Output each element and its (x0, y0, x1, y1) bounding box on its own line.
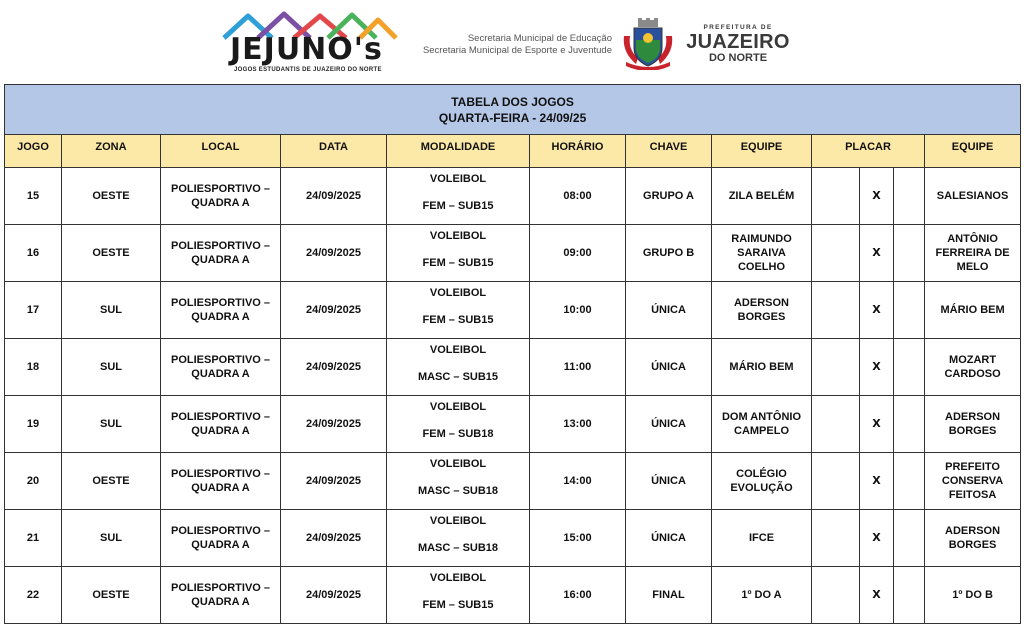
page-header (0, 0, 1024, 84)
cell-jogo: 20 (5, 453, 62, 510)
cell-equipe-1: RAIMUNDO SARAIVA COELHO (712, 225, 812, 282)
cell-data: 24/09/2025 (281, 225, 387, 282)
col-placar: PLACAR (812, 135, 925, 168)
cell-jogo: 22 (5, 567, 62, 624)
cell-local: POLIESPORTIVO – QUADRA A (161, 168, 281, 225)
cell-score-away (894, 567, 925, 624)
games-table-wrapper (4, 84, 1020, 624)
cell-modalidade (387, 339, 530, 396)
modalidade-category: FEM – SUB15 (422, 257, 494, 269)
cell-equipe-2: MOZART CARDOSO (925, 339, 1021, 396)
games-table (4, 84, 1021, 624)
cell-equipe-1: ZILA BELÉM (712, 168, 812, 225)
cell-horario: 14:00 (530, 453, 626, 510)
cell-data: 24/09/2025 (281, 510, 387, 567)
cell-horario: 09:00 (530, 225, 626, 282)
cell-equipe-1: COLÉGIO EVOLUÇÃO (712, 453, 812, 510)
cell-horario: 10:00 (530, 282, 626, 339)
cell-equipe-2: ANTÔNIO FERREIRA DE MELO (925, 225, 1021, 282)
cell-zona: OESTE (62, 168, 161, 225)
table-row (5, 282, 1021, 339)
table-header-row (5, 135, 1021, 168)
col-data: DATA (281, 135, 387, 168)
modalidade-category: MASC – SUB15 (417, 371, 499, 383)
cell-score-away (894, 396, 925, 453)
col-local: LOCAL (161, 135, 281, 168)
cell-zona: SUL (62, 282, 161, 339)
col-chave: CHAVE (626, 135, 712, 168)
cell-score-home (812, 567, 860, 624)
cell-local: POLIESPORTIVO – QUADRA A (161, 510, 281, 567)
cell-zona: SUL (62, 396, 161, 453)
cell-modalidade (387, 510, 530, 567)
logo-title: JEJUNO's (230, 32, 383, 67)
table-row (5, 168, 1021, 225)
cell-jogo: 19 (5, 396, 62, 453)
cell-data: 24/09/2025 (281, 453, 387, 510)
modalidade-sport: VOLEIBOL (429, 344, 487, 356)
jejunos-logo (222, 10, 398, 78)
modalidade-sport: VOLEIBOL (429, 401, 487, 413)
table-subtitle: QUARTA-FEIRA - 24/09/25 (438, 110, 587, 125)
cell-equipe-2: ADERSON BORGES (925, 510, 1021, 567)
cell-jogo: 17 (5, 282, 62, 339)
cell-versus: X (860, 453, 894, 510)
secretarias-block (408, 33, 612, 57)
cell-equipe-1: IFCE (712, 510, 812, 567)
cell-modalidade (387, 453, 530, 510)
col-zona: ZONA (62, 135, 161, 168)
crown-tower-2 (646, 18, 650, 22)
cell-modalidade (387, 567, 530, 624)
cell-data: 24/09/2025 (281, 396, 387, 453)
modalidade-sport: VOLEIBOL (429, 572, 487, 584)
cell-equipe-2: 1º DO B (925, 567, 1021, 624)
col-equipe-1: EQUIPE (712, 135, 812, 168)
cell-chave: ÚNICA (626, 282, 712, 339)
cell-zona: SUL (62, 339, 161, 396)
table-title-cell (5, 85, 1021, 135)
cell-local: POLIESPORTIVO – QUADRA A (161, 282, 281, 339)
crown-tower-1 (638, 18, 642, 22)
cell-equipe-1: MÁRIO BEM (712, 339, 812, 396)
cell-versus: X (860, 282, 894, 339)
col-modalidade: MODALIDADE (387, 135, 530, 168)
modalidade-sport: VOLEIBOL (429, 173, 487, 185)
cell-chave: ÚNICA (626, 510, 712, 567)
cell-local: POLIESPORTIVO – QUADRA A (161, 567, 281, 624)
modalidade-category: FEM – SUB15 (422, 599, 494, 611)
cell-score-away (894, 339, 925, 396)
cell-horario: 08:00 (530, 168, 626, 225)
table-title-row (5, 85, 1021, 135)
modalidade-category: FEM – SUB15 (422, 200, 494, 212)
modalidade-sport: VOLEIBOL (429, 287, 487, 299)
cell-equipe-1: 1º DO A (712, 567, 812, 624)
table-row (5, 225, 1021, 282)
cell-versus: X (860, 339, 894, 396)
cell-score-away (894, 510, 925, 567)
cell-equipe-2: PREFEITO CONSERVA FEITOSA (925, 453, 1021, 510)
cell-local: POLIESPORTIVO – QUADRA A (161, 339, 281, 396)
table-title: TABELA DOS JOGOS (451, 94, 574, 109)
secretaria-educacao: Secretaria Municipal de Educação (467, 33, 612, 44)
cell-versus: X (860, 396, 894, 453)
cell-score-home (812, 168, 860, 225)
cell-jogo: 18 (5, 339, 62, 396)
cell-equipe-2: SALESIANOS (925, 168, 1021, 225)
modalidade-category: MASC – SUB18 (417, 542, 499, 554)
cell-data: 24/09/2025 (281, 168, 387, 225)
cell-equipe-2: ADERSON BORGES (925, 396, 1021, 453)
cell-score-home (812, 453, 860, 510)
crown-tower-3 (654, 18, 658, 22)
cell-local: POLIESPORTIVO – QUADRA A (161, 225, 281, 282)
modalidade-category: FEM – SUB18 (422, 428, 494, 440)
cell-data: 24/09/2025 (281, 282, 387, 339)
prefeitura-logo (686, 24, 790, 64)
shield-sun (643, 33, 653, 43)
prefeitura-city: JUAZEIRO (686, 31, 790, 53)
cell-modalidade (387, 396, 530, 453)
table-row (5, 339, 1021, 396)
cell-versus: X (860, 567, 894, 624)
cell-local: POLIESPORTIVO – QUADRA A (161, 453, 281, 510)
cell-horario: 11:00 (530, 339, 626, 396)
cell-modalidade (387, 225, 530, 282)
cell-chave: ÚNICA (626, 396, 712, 453)
cell-score-home (812, 225, 860, 282)
cell-equipe-2: MÁRIO BEM (925, 282, 1021, 339)
col-horario: HORÁRIO (530, 135, 626, 168)
cell-score-away (894, 453, 925, 510)
table-row (5, 396, 1021, 453)
secretaria-esporte: Secretaria Municipal de Esporte e Juventude (422, 45, 612, 56)
modalidade-category: MASC – SUB18 (417, 485, 499, 497)
cell-zona: OESTE (62, 453, 161, 510)
cell-data: 24/09/2025 (281, 339, 387, 396)
modalidade-category: FEM – SUB15 (422, 314, 494, 326)
modalidade-sport: VOLEIBOL (429, 515, 487, 527)
cell-chave: GRUPO A (626, 168, 712, 225)
cell-jogo: 21 (5, 510, 62, 567)
cell-horario: 16:00 (530, 567, 626, 624)
cell-local: POLIESPORTIVO – QUADRA A (161, 396, 281, 453)
cell-chave: FINAL (626, 567, 712, 624)
cell-score-home (812, 396, 860, 453)
cell-horario: 15:00 (530, 510, 626, 567)
col-equipe-2: EQUIPE (925, 135, 1021, 168)
cell-zona: SUL (62, 510, 161, 567)
col-jogo: JOGO (5, 135, 62, 168)
cell-equipe-1: ADERSON BORGES (712, 282, 812, 339)
cell-chave: ÚNICA (626, 453, 712, 510)
cell-equipe-1: DOM ANTÔNIO CAMPELO (712, 396, 812, 453)
table-row (5, 510, 1021, 567)
cell-zona: OESTE (62, 567, 161, 624)
cell-modalidade (387, 282, 530, 339)
cell-modalidade (387, 168, 530, 225)
cell-score-away (894, 282, 925, 339)
cell-zona: OESTE (62, 225, 161, 282)
cell-horario: 13:00 (530, 396, 626, 453)
cell-score-away (894, 225, 925, 282)
cell-score-away (894, 168, 925, 225)
logo-subtitle: JOGOS ESTUDANTIS DE JUAZEIRO DO NORTE (234, 67, 382, 73)
cell-chave: GRUPO B (626, 225, 712, 282)
cell-versus: X (860, 510, 894, 567)
cell-score-home (812, 339, 860, 396)
cell-data: 24/09/2025 (281, 567, 387, 624)
modalidade-sport: VOLEIBOL (429, 458, 487, 470)
prefeitura-top: PREFEITURA DE (703, 24, 773, 31)
table-row (5, 567, 1021, 624)
cell-score-home (812, 282, 860, 339)
modalidade-sport: VOLEIBOL (429, 230, 487, 242)
cell-jogo: 15 (5, 168, 62, 225)
cell-chave: ÚNICA (626, 339, 712, 396)
coat-of-arms-icon (620, 18, 676, 70)
cell-score-home (812, 510, 860, 567)
cell-versus: X (860, 168, 894, 225)
prefeitura-bottom: DO NORTE (708, 52, 768, 64)
table-row (5, 453, 1021, 510)
cell-jogo: 16 (5, 225, 62, 282)
cell-versus: X (860, 225, 894, 282)
